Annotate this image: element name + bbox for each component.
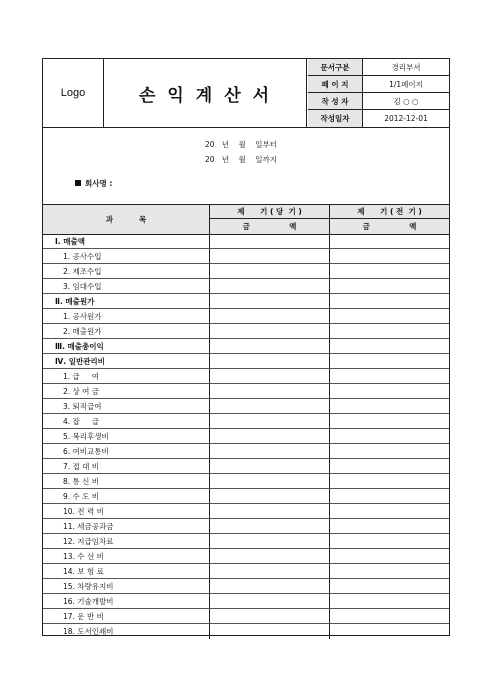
previous-amount-cell[interactable] [330,354,449,368]
table-row [43,339,449,354]
meta-value: 경리부서 [391,62,421,72]
previous-amount-cell[interactable] [330,369,449,383]
previous-amount-cell[interactable] [330,549,449,563]
previous-amount-cell[interactable] [330,294,449,308]
table-row [43,624,449,639]
current-amount-cell[interactable] [210,579,330,593]
account-item-label: 3. 임대수입 [43,279,210,293]
period-section [43,128,449,205]
previous-amount-cell[interactable] [330,504,449,518]
current-amount-cell[interactable] [210,474,330,488]
account-item-label: 2. 상 여 금 [43,384,210,398]
previous-amount-cell[interactable] [330,249,449,263]
previous-amount-cell[interactable] [330,594,449,608]
current-amount-cell[interactable] [210,534,330,548]
meta-value: 1/1페이지 [389,79,423,89]
table-row [43,324,449,339]
account-item-label: 4. 잡 급 [43,414,210,428]
account-item-label: 15. 차량유지비 [43,579,210,593]
current-amount-cell[interactable] [210,279,330,293]
account-item-label: 12. 지급임차료 [43,534,210,548]
current-amount-cell[interactable] [210,294,330,308]
table-row [43,444,449,459]
current-amount-cell[interactable] [210,459,330,473]
meta-value: 김 ○ ○ [393,96,419,106]
account-item-label: 18. 도서인쇄비 [43,624,210,639]
previous-amount-cell[interactable] [330,309,449,323]
current-amount-cell[interactable] [210,369,330,383]
table-row [43,549,449,564]
table-row [43,474,449,489]
meta-row-page [308,76,449,93]
category-label: Ⅰ. 매출액 [43,234,210,248]
current-amount-cell[interactable] [210,339,330,353]
table-row [43,519,449,534]
meta-row-date [308,110,449,127]
meta-row-doc-type [308,59,449,76]
previous-amount-cell[interactable] [330,519,449,533]
header-current-label: 제 기 ( 당 기 ) [210,205,329,219]
account-item-label: 16. 기술개발비 [43,594,210,608]
table-row [43,294,449,309]
current-amount-cell[interactable] [210,324,330,338]
table-header [43,205,449,235]
account-item-label: 8. 통 신 비 [43,474,210,488]
previous-amount-cell[interactable] [330,399,449,413]
current-amount-cell[interactable] [210,444,330,458]
account-item-label: 2. 제조수입 [43,264,210,278]
account-item-label: 3. 퇴직급여 [43,399,210,413]
account-item-label: 10. 전 력 비 [43,504,210,518]
header-current-amount: 금 액 [242,222,297,231]
table-row [43,489,449,504]
previous-amount-cell[interactable] [330,489,449,503]
table-row [43,399,449,414]
company-name-label [75,178,112,189]
previous-amount-cell[interactable] [330,324,449,338]
current-amount-cell[interactable] [210,414,330,428]
previous-amount-cell[interactable] [330,279,449,293]
income-statement-form [42,58,450,636]
header-previous-amount: 금 액 [362,222,417,231]
previous-amount-cell[interactable] [330,474,449,488]
header-previous-label: 제 기 ( 전 기 ) [330,205,449,219]
account-item-label: 11. 세금공과금 [43,519,210,533]
table-row [43,234,449,249]
current-amount-cell[interactable] [210,609,330,623]
table-row [43,429,449,444]
previous-amount-cell[interactable] [330,609,449,623]
table-row [43,534,449,549]
category-label: Ⅱ. 매출원가 [43,294,210,308]
previous-amount-cell[interactable] [330,429,449,443]
table-row [43,459,449,474]
table-row [43,609,449,624]
meta-label: 페 이 지 [308,76,363,92]
table-row [43,249,449,264]
company-label-text: 회사명 : [85,179,113,188]
category-label: Ⅳ. 일반관리비 [43,354,210,368]
period-from: 20 년 월 일부터 [205,140,277,149]
current-amount-cell[interactable] [210,399,330,413]
category-label: Ⅲ. 매출총이익 [43,339,210,353]
previous-amount-cell[interactable] [330,264,449,278]
previous-amount-cell[interactable] [330,459,449,473]
table-row [43,309,449,324]
table-row [43,279,449,294]
document-title: 손익계산서 [104,59,307,127]
table-row [43,414,449,429]
logo: Logo [43,59,104,127]
account-item-label: 13. 수 선 비 [43,549,210,563]
account-item-label: 5. 복리후생비 [43,429,210,443]
previous-amount-cell[interactable] [330,414,449,428]
table-row [43,504,449,519]
header-previous-period [330,205,449,234]
current-amount-cell[interactable] [210,234,330,248]
table-row [43,564,449,579]
current-amount-cell[interactable] [210,354,330,368]
table-row [43,264,449,279]
previous-amount-cell[interactable] [330,624,449,639]
account-item-label: 17. 운 반 비 [43,609,210,623]
current-amount-cell[interactable] [210,384,330,398]
current-amount-cell[interactable] [210,249,330,263]
header-current-period [210,205,330,234]
header-subject: 과 목 [43,205,210,234]
current-amount-cell[interactable] [210,564,330,578]
current-amount-cell[interactable] [210,309,330,323]
previous-amount-cell[interactable] [330,579,449,593]
meta-label: 작 성 자 [308,93,363,109]
current-amount-cell[interactable] [210,624,330,639]
period-to: 20 년 월 일까지 [205,155,277,164]
meta-value: 2012-12-01 [384,114,428,123]
document-header [43,59,449,128]
current-amount-cell[interactable] [210,504,330,518]
bullet-square-icon [75,180,81,186]
previous-amount-cell[interactable] [330,564,449,578]
table-row [43,594,449,609]
previous-amount-cell[interactable] [330,339,449,353]
account-item-label: 7. 접 대 비 [43,459,210,473]
current-amount-cell[interactable] [210,549,330,563]
previous-amount-cell[interactable] [330,384,449,398]
account-item-label: 6. 여비교통비 [43,444,210,458]
table-row [43,384,449,399]
account-item-label: 9. 수 도 비 [43,489,210,503]
previous-amount-cell[interactable] [330,534,449,548]
table-row [43,369,449,384]
previous-amount-cell[interactable] [330,234,449,248]
account-item-label: 1. 공사수입 [43,249,210,263]
meta-row-author [308,93,449,110]
current-amount-cell[interactable] [210,594,330,608]
current-amount-cell[interactable] [210,264,330,278]
current-amount-cell[interactable] [210,519,330,533]
account-item-label: 1. 급 여 [43,369,210,383]
account-item-label: 1. 공사원가 [43,309,210,323]
table-row [43,579,449,594]
previous-amount-cell[interactable] [330,444,449,458]
current-amount-cell[interactable] [210,429,330,443]
account-item-label: 2. 매출원가 [43,324,210,338]
account-item-label: 14. 보 험 료 [43,564,210,578]
document-meta-table [308,59,449,127]
table-row [43,354,449,369]
meta-label: 작성일자 [308,110,363,127]
current-amount-cell[interactable] [210,489,330,503]
meta-label: 문서구분 [308,59,363,75]
